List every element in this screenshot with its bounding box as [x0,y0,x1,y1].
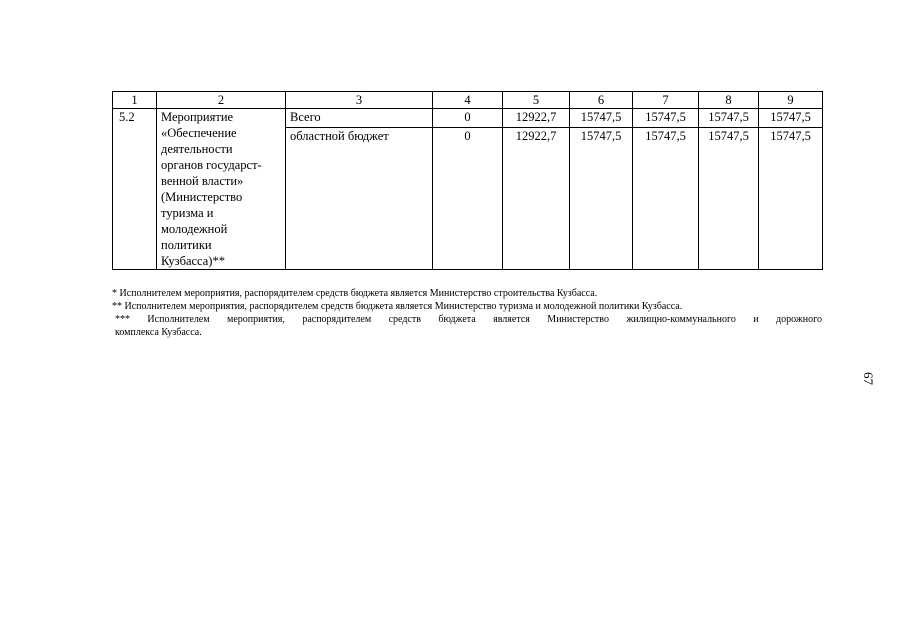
budget-table [112,91,823,270]
value-cell: 15747,5 [699,127,759,269]
value-cell: 0 [433,127,503,269]
page-number: 67 [861,372,876,385]
footnote-1: * Исполнителем мероприятия, распорядителем средств бюджета является Министерство строительства Кузбасса. [112,288,598,299]
event-line: деятельности [161,142,233,156]
value-cell: 15747,5 [633,109,699,128]
event-line: молодежной [161,222,228,236]
header-cell: 4 [433,92,503,109]
value-cell: 15747,5 [570,109,633,128]
value-cell: 12922,7 [503,109,570,128]
table-row [113,109,823,128]
event-line: политики [161,238,212,252]
footnote-3-line-2: комплекса Кузбасса. [115,327,202,338]
funding-source-cell: областной бюджет [286,127,433,269]
funding-source-cell: Всего [286,109,433,128]
event-line: туризма и [161,206,214,220]
header-cell: 8 [699,92,759,109]
value-cell: 15747,5 [759,127,823,269]
event-name-cell [157,109,286,270]
event-line: «Обеспечение [161,126,237,140]
row-code-cell: 5.2 [113,109,157,270]
value-cell: 15747,5 [570,127,633,269]
header-cell: 7 [633,92,699,109]
value-cell: 15747,5 [699,109,759,128]
value-cell: 12922,7 [503,127,570,269]
header-cell: 2 [157,92,286,109]
footnote-2: ** Исполнителем мероприятия, распорядителем средств бюджета является Министерство туризма и молодежной политики Кузбасса. [112,301,683,312]
footnotes [112,287,822,339]
value-cell: 0 [433,109,503,128]
header-cell: 5 [503,92,570,109]
header-cell: 6 [570,92,633,109]
footnote-3-line-1: *** Исполнителем мероприятия, распорядителем средств бюджета является Министерство жилищно-коммунального и дорожного [115,314,822,325]
event-line: Кузбасса)** [161,254,225,268]
event-line: (Министерство [161,190,243,204]
value-cell: 15747,5 [759,109,823,128]
event-line: Мероприятие [161,110,234,124]
header-cell: 9 [759,92,823,109]
table-header-row [113,92,823,109]
value-cell: 15747,5 [633,127,699,269]
event-line: органов государст- [161,158,262,172]
event-line: венной власти» [161,174,244,188]
header-cell: 3 [286,92,433,109]
header-cell: 1 [113,92,157,109]
